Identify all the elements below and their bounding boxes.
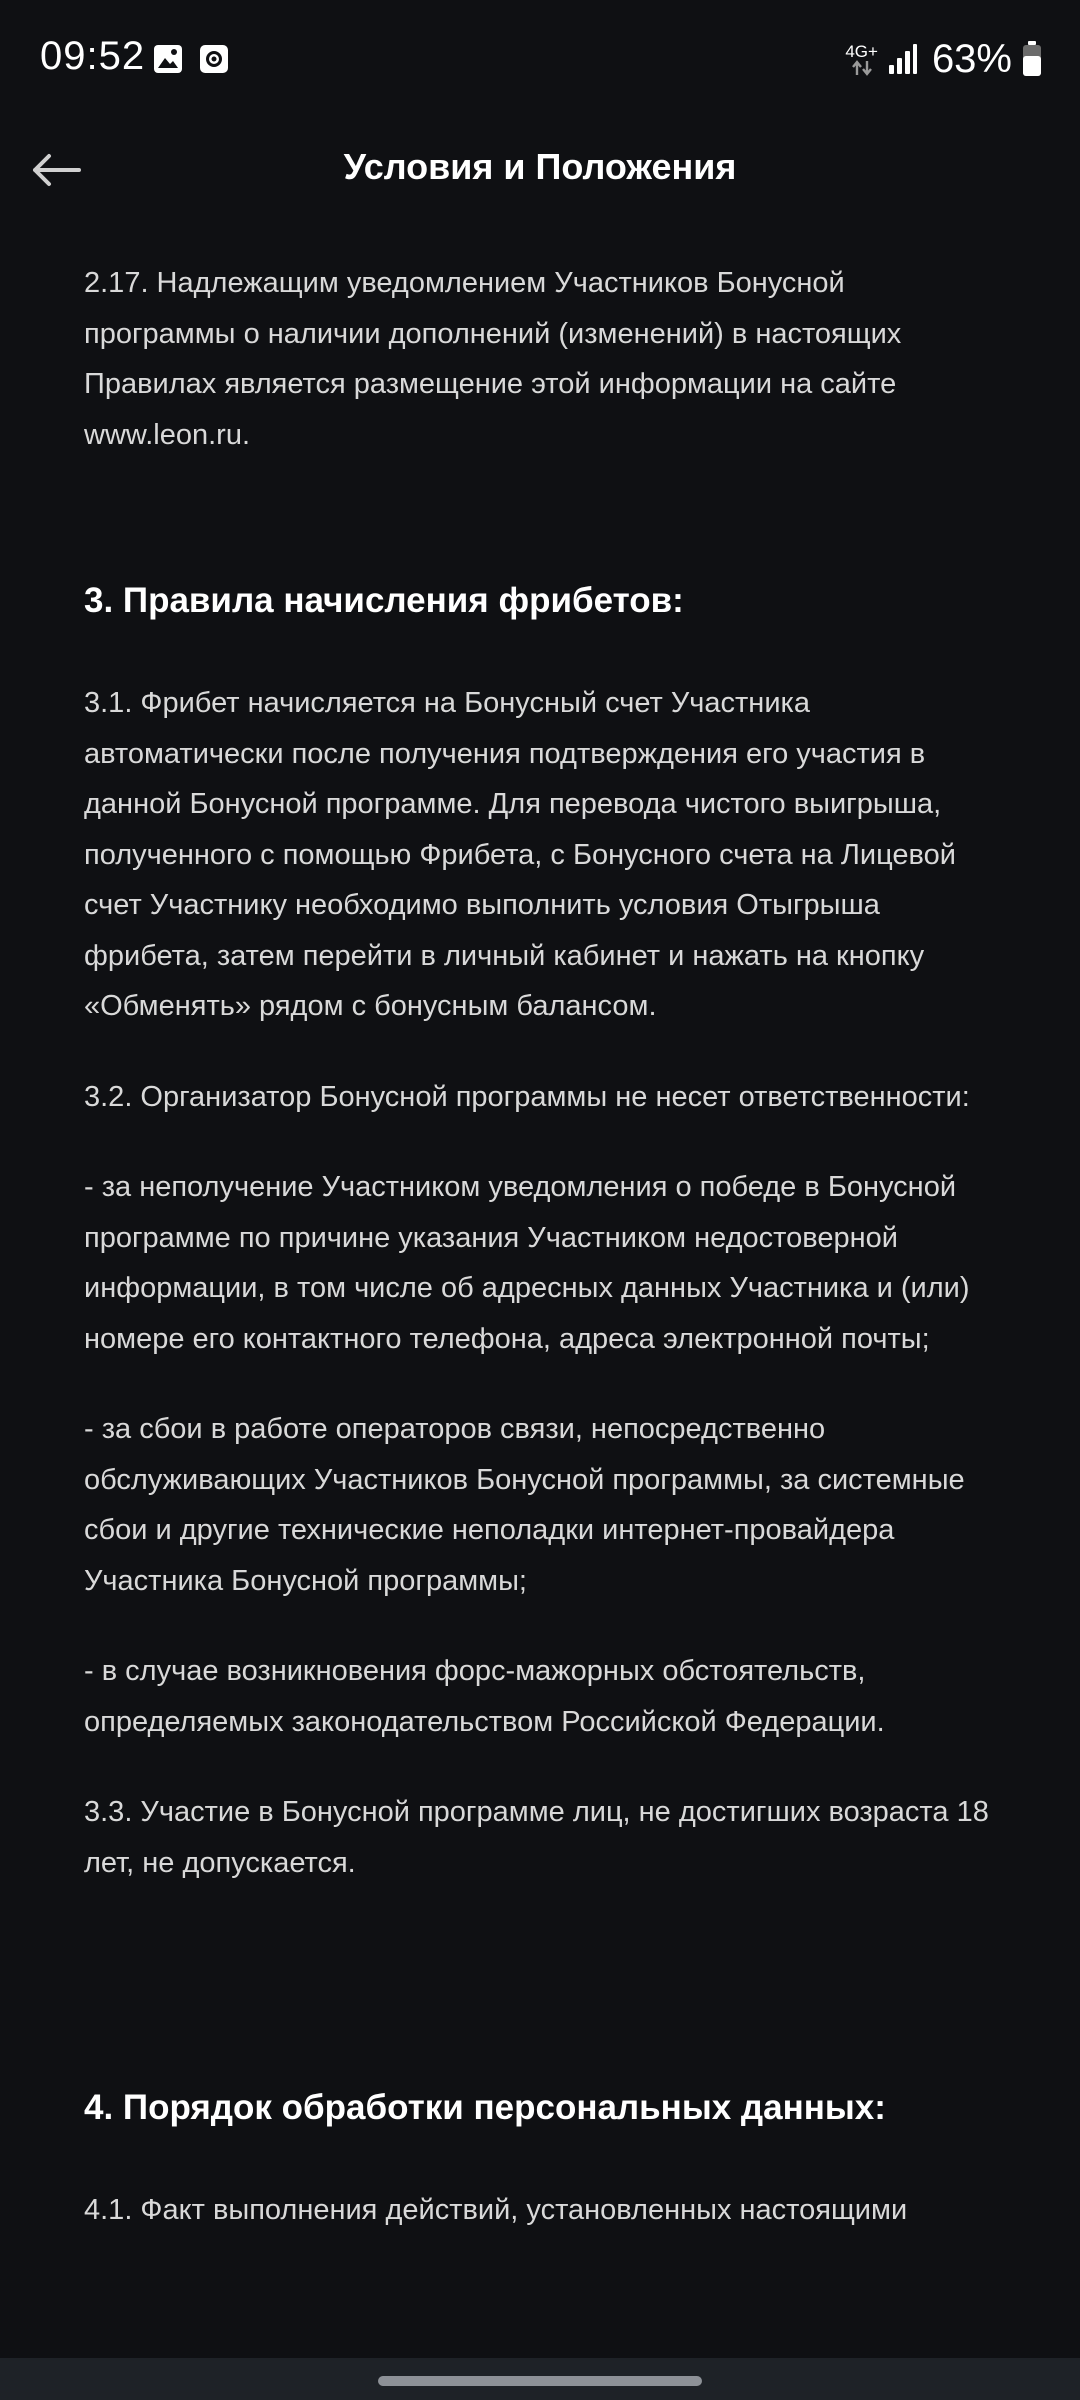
gallery-icon [153,44,183,74]
paragraph-4-1: 4.1. Факт выполнения действий, установленных настоящими [84,2194,908,2226]
battery-icon [1022,41,1042,77]
heading-section-3: 3. Правила начисления фрибетов: [84,581,684,620]
home-gesture-handle[interactable] [378,2376,702,2386]
screen-record-icon [199,44,229,74]
network-arrows-icon [851,60,873,76]
status-right-group [845,34,1042,84]
terms-content[interactable] [84,258,1004,2236]
heading-section-4: 4. Порядок обработки персональных данных: [84,2088,886,2127]
paragraph-3-2-item-1: - за неполучение Участником уведомления о победе в Бонусной программе по причине указания Участником недостоверной информации, в том числе об адресных данных Участника и (или) номере его контактного телефона, адреса электронной почты; [84,1171,970,1355]
status-time: 09:52 [40,34,146,78]
signal-icon [888,43,918,75]
paragraph-3-2: 3.2. Организатор Бонусной программы не несет ответственности: [84,1080,970,1113]
paragraph-2-17: 2.17. Надлежащим уведомлением Участников Бонусной программы о наличии дополнений (изменений) в настоящих Правилах является размещение этой информации на сайте www.leon.ru. [84,267,902,451]
paragraph-3-2-item-3: - в случае возникновения форс-мажорных обстоятельств, определяемых законодательством Российской Федерации. [84,1655,885,1738]
battery-percent: 63% [931,36,1012,81]
status-bar [0,0,1080,120]
page-title: Условия и Положения [343,146,737,187]
paragraph-3-2-item-2: - за сбои в работе операторов связи, непосредственно обслуживающих Участников Бонусной программы, за системные сбои и другие технические неполадки интернет-провайдера Участника Бонусной программы; [84,1413,965,1597]
paragraph-3-3: 3.3. Участие в Бонусной программе лиц, не достигших возраста 18 лет, не допускается. [84,1796,989,1879]
network-type: 4G+ [845,41,878,61]
app-header [0,120,1080,220]
navigation-bar [0,2358,1080,2400]
paragraph-3-1: 3.1. Фрибет начисляется на Бонусный счет Участника автоматически после получения подтверждения его участия в данной Бонусной программе. Для перевода чистого выигрыша, полученного с помощью Фрибета, с Бонусного счета на Лицевой счет Участнику необходимо выполнить условия Отыгрыша фрибета, затем перейти в личный кабинет и нажать на кнопку «Обменять» рядом с бонусным балансом. [84,687,956,1022]
